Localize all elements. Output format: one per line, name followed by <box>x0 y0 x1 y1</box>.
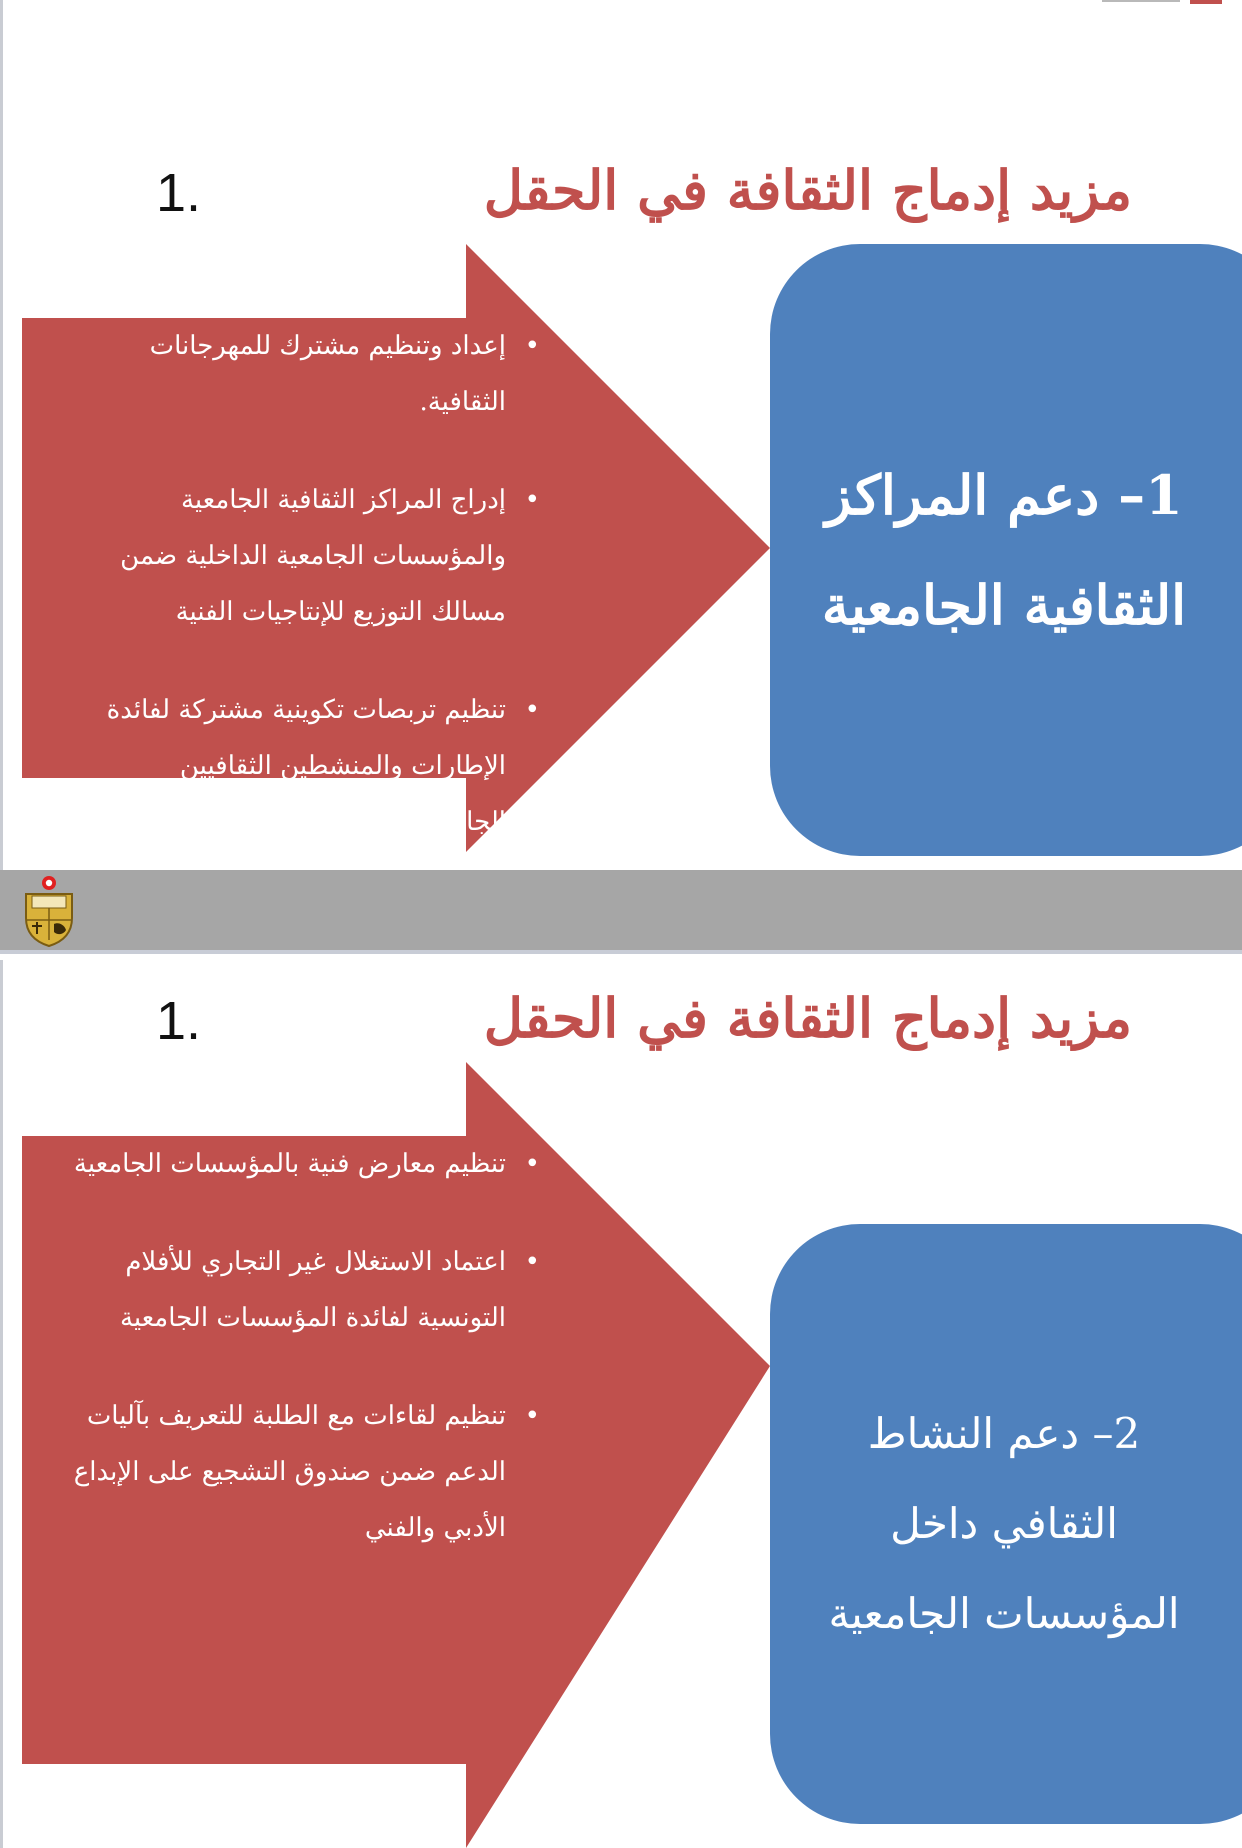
footer-divider <box>0 950 1242 954</box>
topic-box <box>770 1224 1242 1824</box>
slide-1 <box>0 0 1242 870</box>
topic-box-text <box>794 440 1214 660</box>
topic-box-text <box>794 1389 1214 1659</box>
slide-title: مزيد إدماج الثقافة في الحقل <box>483 986 1132 1050</box>
list-item: • إدراج المراكز الثقافية الجامعية والمؤسسات الجامعية الداخلية ضمن مسالك التوزيع للإنتاجيات الفنية <box>70 472 540 640</box>
list-item: • إعداد وتنظيم مشترك للمهرجانات الثقافية. <box>70 318 540 430</box>
list-item: • اعتماد الاستغلال غير التجاري للأفلام التونسية لفائدة المؤسسات الجامعية <box>70 1234 540 1346</box>
topic-line: الثقافية الجامعية <box>821 573 1187 637</box>
slide-2 <box>0 960 1242 1848</box>
slide-title: مزيد إدماج الثقافة في الحقل <box>483 158 1132 222</box>
topic-box <box>770 244 1242 856</box>
footer-bar <box>0 870 1242 950</box>
bullet-list <box>70 1136 540 1598</box>
list-item: • تنظيم معارض فنية بالمؤسسات الجامعية <box>70 1136 540 1192</box>
topic-line: 2– دعم النشاط <box>867 1409 1141 1458</box>
list-item: • تنظيم تربصات تكوينية مشتركة لفائدة الإطارات والمنشطين الثقافيين الجامعيين <box>70 682 540 850</box>
list-item: • تنظيم لقاءات مع الطلبة للتعريف بآليات الدعم ضمن صندوق التشجيع على الإبداع الأدبي والفني <box>70 1388 540 1556</box>
topic-line: 1– دعم المراكز <box>825 463 1183 527</box>
slide-number: 1. <box>156 163 202 223</box>
bullet-list <box>70 318 540 870</box>
topic-line: المؤسسات الجامعية <box>828 1589 1180 1638</box>
tunisia-coat-of-arms-icon <box>20 874 78 948</box>
topic-line: الثقافي داخل <box>890 1499 1118 1548</box>
slide-number: 1. <box>156 991 202 1051</box>
